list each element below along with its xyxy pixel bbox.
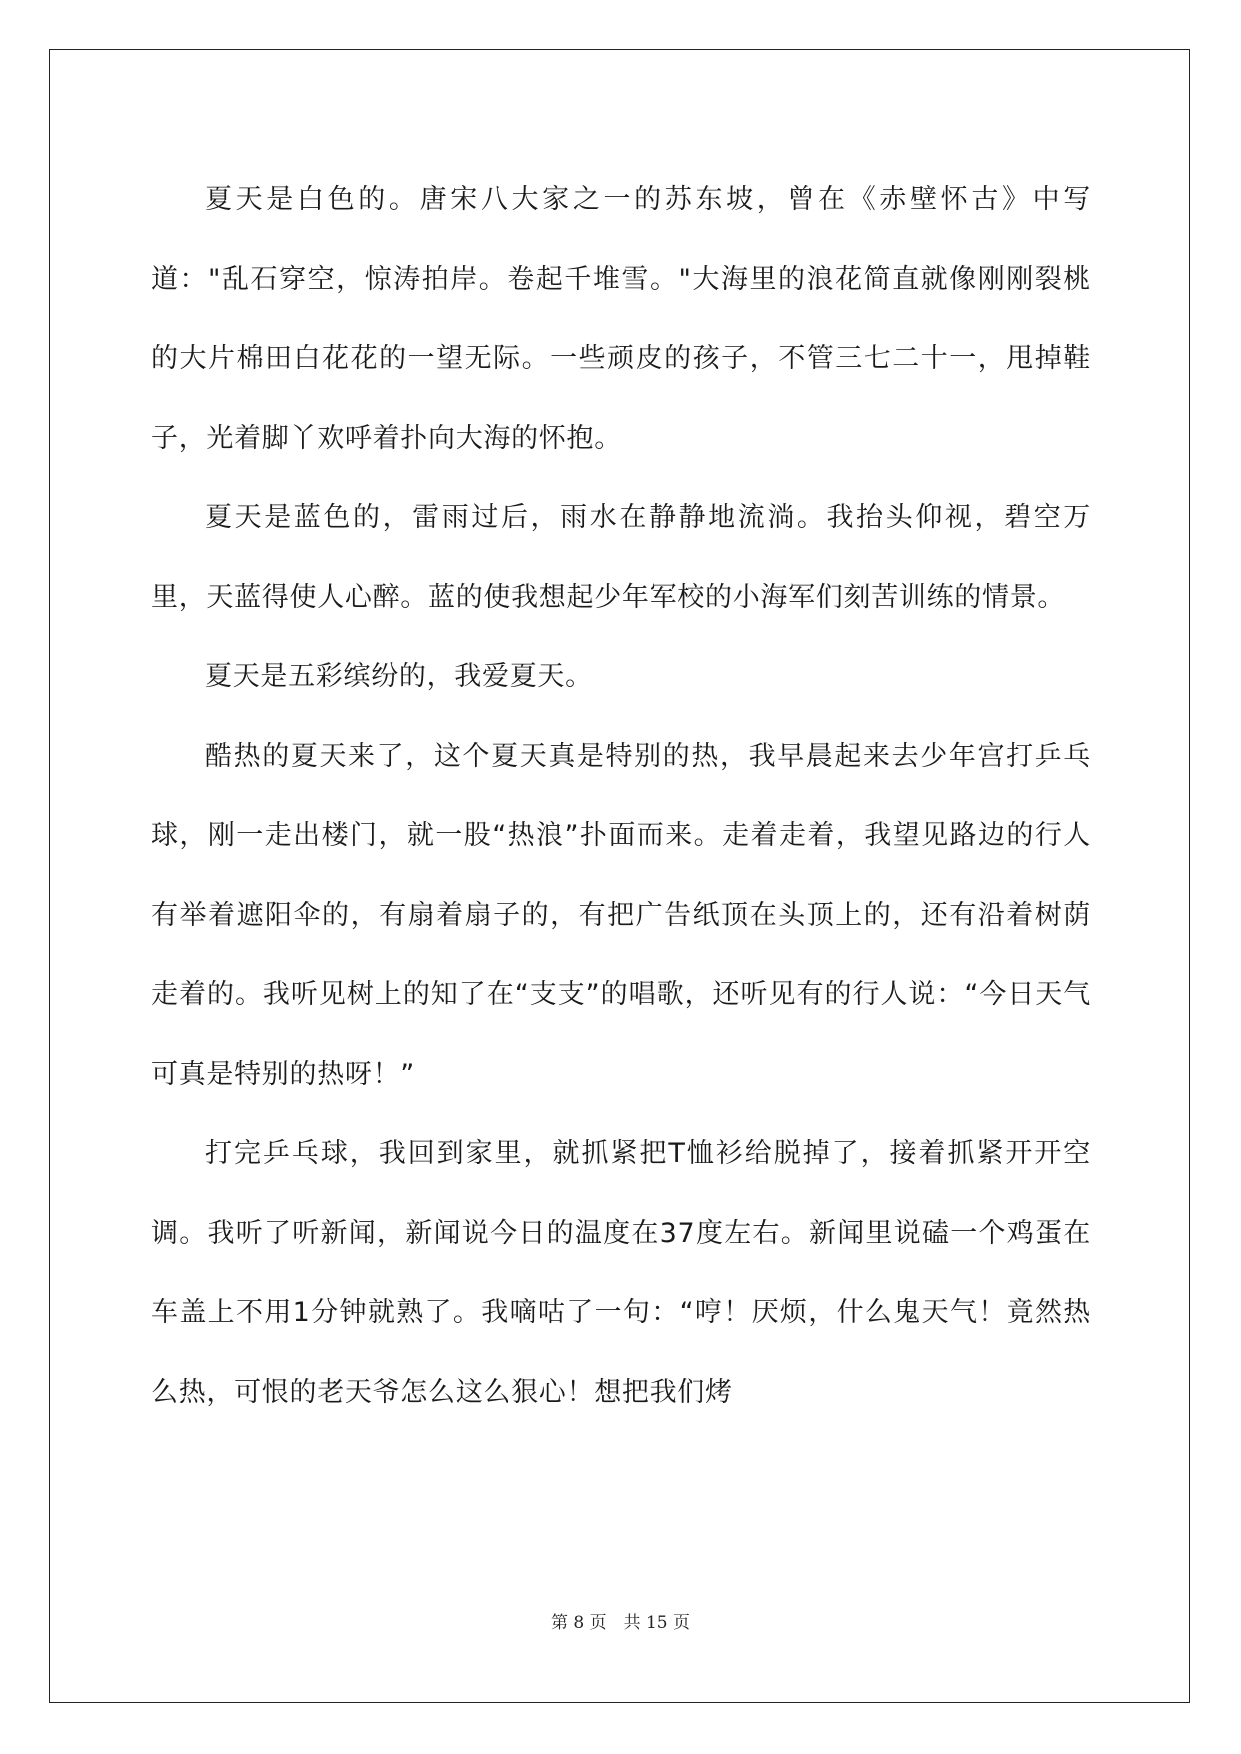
document-body [151, 160, 1091, 1432]
page-footer [0, 1608, 1241, 1633]
paragraph: 夏天是五彩缤纷的，我爱夏天。 [205, 661, 593, 692]
page-number: 第 8 页 共 15 页 [550, 1613, 691, 1633]
paragraph: 打完乒乓球，我回到家里，就抓紧把T恤衫给脱掉了，接着抓紧开开空调。我听了听新闻，新闻说今日的温度在37度左右。新闻里说磕一个鸡蛋在车盖上不用1分钟就熟了。我嘀咕了一句：“哼！厌烦，什么鬼天气！竟然热么热，可恨的老天爷怎么这么狠心！想把我们烤 [151, 1138, 1091, 1408]
paragraph: 夏天是白色的。唐宋八大家之一的苏东坡，曾在《赤壁怀古》中写道："乱石穿空，惊涛拍岸。卷起千堆雪。"大海里的浪花简直就像刚刚裂桃的大片棉田白花花的一望无际。一些顽皮的孩子，不管三七二十一，甩掉鞋子，光着脚丫欢呼着扑向大海的怀抱。 [151, 184, 1091, 454]
paragraph: 夏天是蓝色的，雷雨过后，雨水在静静地流淌。我抬头仰视，碧空万里，天蓝得使人心醉。蓝的使我想起少年军校的小海军们刻苦训练的情景。 [151, 502, 1091, 613]
paragraph: 酷热的夏天来了，这个夏天真是特别的热，我早晨起来去少年宫打乒乓球，刚一走出楼门，就一股“热浪”扑面而来。走着走着，我望见路边的行人有举着遮阳伞的，有扇着扇子的，有把广告纸顶在头顶上的，还有沿着树荫走着的。我听见树上的知了在“支支”的唱歌，还听见有的行人说：“今日天气可真是特别的热呀！” [151, 740, 1091, 1090]
